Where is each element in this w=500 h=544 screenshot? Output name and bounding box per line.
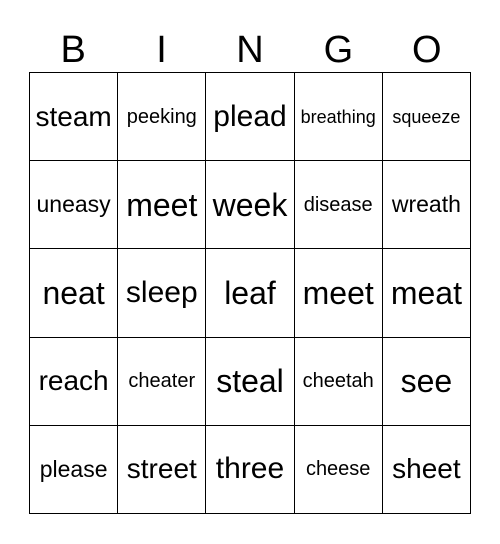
bingo-cell-r1-c5[interactable]: squeeze	[383, 73, 471, 161]
bingo-cell-r2-c2[interactable]: meet	[118, 161, 206, 249]
header-letter-b: B	[60, 29, 86, 71]
bingo-cell-r3-c4[interactable]: meet	[295, 249, 383, 337]
bingo-cell-r3-c3[interactable]: leaf	[206, 249, 294, 337]
bingo-cell-r1-c3[interactable]: plead	[206, 73, 294, 161]
bingo-cell-r5-c4[interactable]: cheese	[295, 426, 383, 514]
header-letter-o: O	[411, 29, 442, 71]
bingo-cell-r4-c5[interactable]: see	[383, 338, 471, 426]
bingo-cell-r2-c3[interactable]: week	[206, 161, 294, 249]
bingo-cell-r3-c5[interactable]: meat	[383, 249, 471, 337]
bingo-cell-r5-c2[interactable]: street	[118, 426, 206, 514]
bingo-cell-r2-c1[interactable]: uneasy	[30, 161, 118, 249]
bingo-cell-r5-c1[interactable]: please	[30, 426, 118, 514]
bingo-cell-r3-c1[interactable]: neat	[30, 249, 118, 337]
bingo-cell-r1-c4[interactable]: breathing	[295, 73, 383, 161]
bingo-cell-r4-c2[interactable]: cheater	[118, 338, 206, 426]
header-letter-n: N	[236, 29, 264, 71]
header-letter-i: I	[156, 29, 167, 71]
bingo-cell-r4-c4[interactable]: cheetah	[295, 338, 383, 426]
header-letter-g: G	[323, 29, 354, 71]
bingo-cell-r5-c3[interactable]: three	[206, 426, 294, 514]
bingo-cell-r1-c1[interactable]: steam	[30, 73, 118, 161]
bingo-cell-r2-c5[interactable]: wreath	[383, 161, 471, 249]
bingo-cell-r4-c1[interactable]: reach	[30, 338, 118, 426]
bingo-cell-r5-c5[interactable]: sheet	[383, 426, 471, 514]
bingo-cell-r4-c3[interactable]: steal	[206, 338, 294, 426]
bingo-cell-r1-c2[interactable]: peeking	[118, 73, 206, 161]
bingo-cell-r3-c2[interactable]: sleep	[118, 249, 206, 337]
bingo-cell-r2-c4[interactable]: disease	[295, 161, 383, 249]
bingo-board	[29, 72, 471, 514]
bingo-header	[29, 28, 471, 72]
